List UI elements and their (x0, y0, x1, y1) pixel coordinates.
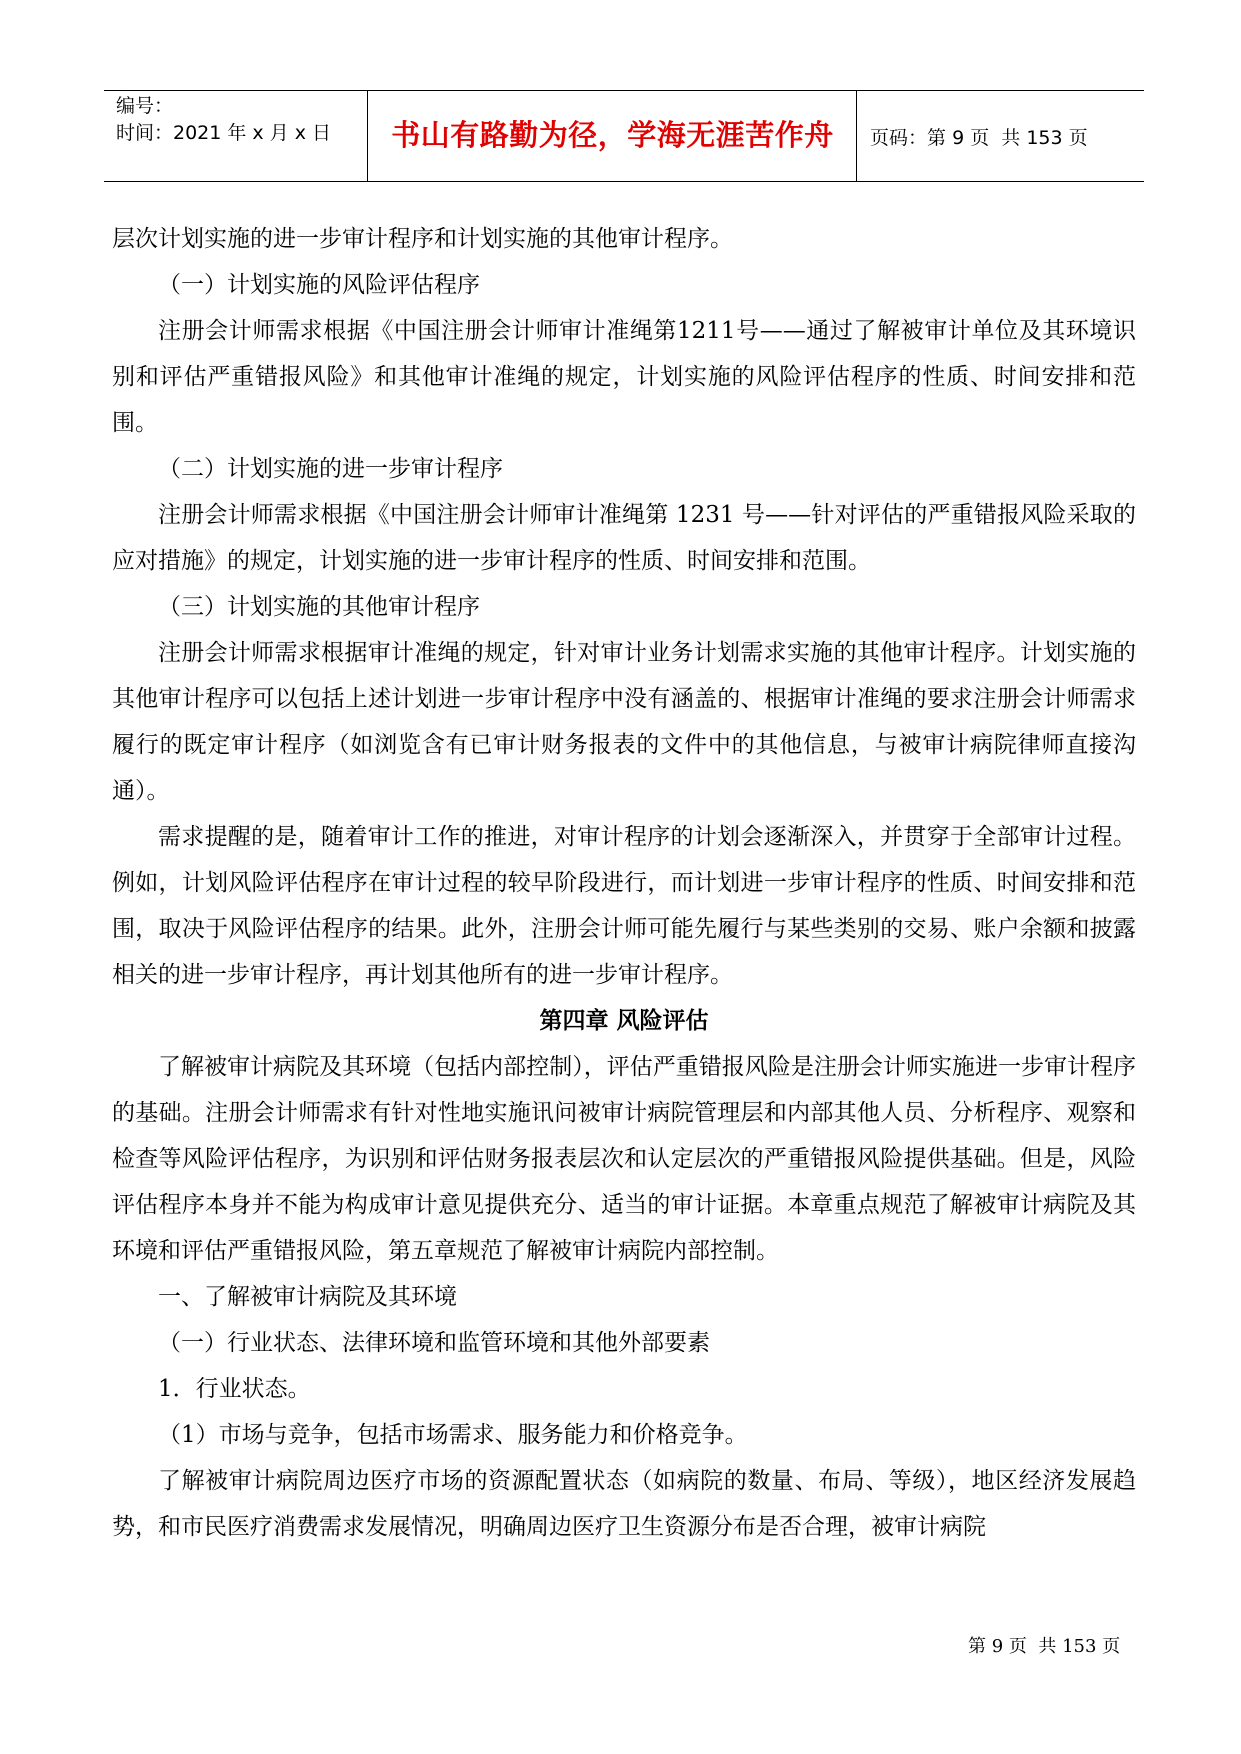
paragraph: 层次计划实施的进一步审计程序和计划实施的其他审计程序。 (112, 226, 733, 252)
section-heading: （1）市场与竞争，包括市场需求、服务能力和价格竞争。 (158, 1422, 748, 1448)
document-number-label: 编号： (116, 95, 174, 117)
paragraph: 需求提醒的是，随着审计工作的推进，对审计程序的计划会逐渐深入，并贯穿于全部审计过程。例如，计划风险评估程序在审计过程的较早阶段进行，而计划进一步审计程序的性质、时间安排和范围，取决于风险评估程序的结果。此外，注册会计师可能先履行与某些类别的交易、账户余额和披露相关的进一步审计程序，再计划其他所有的进一步审计程序。 (112, 824, 1136, 988)
header-divider (367, 91, 368, 181)
header-page-info (870, 123, 1088, 150)
footer-page-suffix: 页 (1102, 1636, 1121, 1657)
header-motto: 书山有路勤为径，学海无涯苦作舟 (391, 118, 834, 152)
section-heading: （一）计划实施的风险评估程序 (158, 272, 480, 298)
paragraph: 了解被审计病院周边医疗市场的资源配置状态（如病院的数量、布局、等级），地区经济发展趋势，和市民医疗消费需求发展情况，明确周边医疗卫生资源分布是否合理，被审计病院 (112, 1468, 1136, 1540)
header-page-suffix: 页 (1068, 127, 1088, 149)
footer-page-current: 9 (991, 1636, 1004, 1657)
header-page-mid: 页 共 (970, 127, 1021, 149)
footer-page-prefix: 第 (968, 1636, 986, 1657)
section-heading: 1．行业状态。 (158, 1376, 311, 1402)
document-body (112, 216, 1136, 1550)
paragraph: 注册会计师需求根据审计准绳的规定，针对审计业务计划需求实施的其他审计程序。计划实施的其他审计程序可以包括上述计划进一步审计程序中没有涵盖的、根据审计准绳的要求注册会计师需求履行的既定审计程序（如浏览含有已审计财务报表的文件中的其他信息，与被审计病院律师直接沟通）。 (112, 640, 1136, 804)
section-heading: 一、了解被审计病院及其环境 (158, 1284, 457, 1310)
document-time-label: 时间：2021 年 x 月 x 日 (116, 122, 332, 144)
footer-page-mid: 页 共 (1008, 1636, 1057, 1657)
section-heading: （二）计划实施的进一步审计程序 (158, 456, 503, 482)
footer-page-total: 153 (1062, 1636, 1097, 1657)
page-footer (968, 1632, 1120, 1658)
header-page-total: 153 (1026, 127, 1063, 149)
paragraph: 注册会计师需求根据《中国注册会计师审计准绳第 1231 号——针对评估的严重错报风险采取的应对措施》的规定，计划实施的进一步审计程序的性质、时间安排和范围。 (112, 502, 1136, 574)
paragraph: 了解被审计病院及其环境（包括内部控制），评估严重错报风险是注册会计师实施进一步审计程序的基础。注册会计师需求有针对性地实施讯问被审计病院管理层和内部其他人员、分析程序、观察和检查等风险评估程序，为识别和评估财务报表层次和认定层次的严重错报风险提供基础。但是，风险评估程序本身并不能为构成审计意见提供充分、适当的审计证据。本章重点规范了解被审计病院及其环境和评估严重错报风险，第五章规范了解被审计病院内部控制。 (112, 1054, 1136, 1264)
header-meta (116, 93, 362, 147)
header-divider (856, 91, 857, 181)
header-page-current: 9 (952, 127, 965, 149)
section-heading: （三）计划实施的其他审计程序 (158, 594, 480, 620)
chapter-title: 第四章 风险评估 (539, 1008, 709, 1034)
section-heading: （一）行业状态、法律环境和监管环境和其他外部要素 (158, 1330, 710, 1356)
header-page-prefix: 页码：第 (870, 127, 947, 149)
page-header (104, 90, 1144, 182)
paragraph: 注册会计师需求根据《中国注册会计师审计准绳第1211号——通过了解被审计单位及其环境识别和评估严重错报风险》和其他审计准绳的规定，计划实施的风险评估程序的性质、时间安排和范围。 (112, 318, 1136, 436)
